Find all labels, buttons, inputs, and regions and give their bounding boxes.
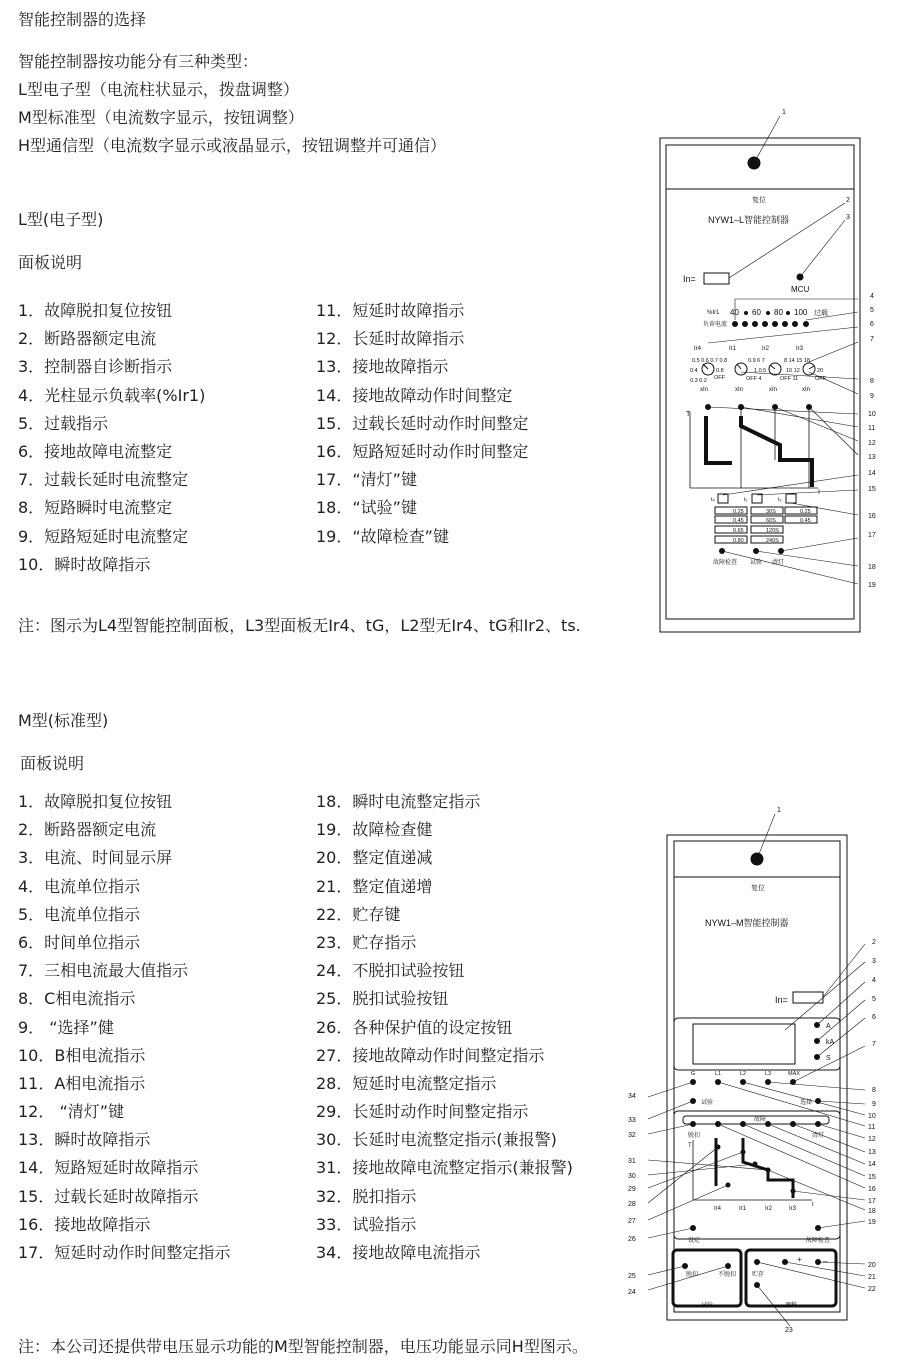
svg-text:10: 10 — [868, 1113, 876, 1120]
svg-text:试验: 试验 — [701, 1303, 714, 1309]
svg-text:30S: 30S — [766, 509, 776, 515]
svg-text:30: 30 — [628, 1173, 636, 1180]
svg-text:20: 20 — [817, 368, 824, 374]
l-dials — [690, 346, 827, 393]
svg-text:8 14 15 18: 8 14 15 18 — [784, 358, 810, 364]
svg-text:0.8: 0.8 — [716, 368, 724, 374]
svg-text:9: 9 — [872, 1101, 876, 1108]
svg-text:S: S — [826, 1055, 831, 1062]
svg-text:22: 22 — [868, 1286, 876, 1293]
legend-item: 8．C相电流指示 — [18, 989, 136, 1009]
svg-text:13: 13 — [868, 454, 876, 461]
svg-text:Ir4: Ir4 — [694, 346, 702, 352]
legend-item: 2．断路器额定电流 — [18, 820, 157, 840]
svg-text:14: 14 — [868, 1161, 876, 1168]
svg-text:6: 6 — [870, 321, 874, 328]
legend-item: 4．电流单位指示 — [18, 876, 141, 896]
intro-line: H型通信型（电流数字显示或液晶显示，按钮调整并可通信） — [18, 136, 447, 155]
legend-item: 26．各种保护值的设定按钮 — [316, 1017, 513, 1037]
svg-text:11: 11 — [868, 425, 876, 432]
legend-item: 11．A相电流指示 — [18, 1073, 146, 1093]
page-title: 智能控制器的选择 — [18, 10, 147, 29]
l-bar-label2: 负荷电流 — [703, 322, 728, 328]
legend-item: 15．过载长延时动作时间整定 — [316, 413, 529, 433]
l-overload-label: 过载 — [814, 310, 828, 317]
svg-text:21: 21 — [868, 1274, 876, 1281]
svg-text:设定: 设定 — [688, 1238, 701, 1244]
svg-text:OFF 4: OFF 4 — [746, 376, 762, 382]
svg-text:1: 1 — [782, 109, 786, 116]
legend-item: 14．短路短延时故障指示 — [18, 1158, 199, 1178]
svg-text:Ir1: Ir1 — [739, 1206, 747, 1212]
svg-text:T: T — [688, 1143, 692, 1149]
legend-item: 14．接地故障动作时间整定 — [316, 385, 513, 405]
l-t-axis-label: T — [686, 411, 691, 418]
svg-text:15: 15 — [868, 1174, 876, 1181]
svg-text:28: 28 — [628, 1201, 636, 1208]
svg-text:3: 3 — [872, 958, 876, 965]
legend-item: 13．瞬时故障指示 — [18, 1130, 151, 1150]
svg-text:t₂: t₂ — [778, 497, 782, 503]
svg-text:0.3 0.2: 0.3 0.2 — [690, 378, 707, 384]
l-section-subheading: 面板说明 — [18, 253, 83, 272]
m-display-screen — [693, 1024, 795, 1064]
l-panel-diagram — [620, 100, 895, 640]
l-btn-label: 清灯 — [772, 560, 785, 566]
legend-item: 19．故障检查健 — [316, 820, 433, 840]
legend-item: 5．过载指示 — [18, 413, 109, 433]
m-section-note: 注：本公司还提供带电压显示功能的M型智能控制器，电压功能显示同H型图示。 — [18, 1337, 588, 1356]
svg-text:0.45: 0.45 — [800, 518, 811, 524]
svg-text:Ir4: Ir4 — [714, 1206, 722, 1212]
svg-text:6: 6 — [872, 1014, 876, 1021]
svg-text:10 12: 10 12 — [786, 368, 800, 374]
l-bar-label: %Ir1 — [707, 310, 720, 316]
legend-item: 6．时间单位指示 — [18, 932, 141, 952]
svg-text:27: 27 — [628, 1218, 636, 1225]
svg-text:Ir3: Ir3 — [789, 1206, 797, 1212]
l-section-heading: L型(电子型) — [18, 210, 104, 229]
svg-text:OFF: OFF — [815, 376, 826, 382]
legend-item: 11．短延时故障指示 — [316, 301, 465, 320]
legend-item: 20．整定值递减 — [316, 848, 433, 868]
svg-text:1: 1 — [777, 807, 781, 814]
legend-item: 30．长延时电流整定指示(兼报警) — [316, 1130, 557, 1150]
svg-text:OFF 11: OFF 11 — [780, 376, 799, 382]
svg-text:Ir3: Ir3 — [796, 346, 804, 352]
svg-text:0.9 6 7: 0.9 6 7 — [748, 358, 765, 364]
svg-text:故障: 故障 — [754, 1117, 767, 1123]
l-in-box — [704, 273, 729, 284]
legend-item: 3．控制器自诊断指示 — [18, 357, 173, 377]
l-panel-body — [666, 189, 854, 619]
legend-item: 6．接地故障电流整定 — [18, 441, 173, 461]
svg-text:8: 8 — [870, 378, 874, 385]
svg-text:20: 20 — [868, 1262, 876, 1269]
legend-item: 12． “清灯”键 — [18, 1102, 125, 1122]
legend-item: 17．“清灯”键 — [316, 470, 417, 490]
svg-text:L2: L2 — [740, 1071, 747, 1077]
m-in-label: In= — [775, 995, 788, 1005]
m-panel-body — [674, 877, 840, 1312]
l-time-table — [715, 507, 817, 544]
legend-item: 10．瞬时故障指示 — [18, 554, 151, 574]
m-section-heading: M型(标准型) — [18, 711, 109, 730]
legend-item: 1．故障脱扣复位按钮 — [18, 301, 173, 320]
svg-text:18: 18 — [868, 564, 876, 571]
svg-text:8: 8 — [872, 1087, 876, 1094]
legend-item: 18．瞬时电流整定指示 — [316, 792, 481, 811]
svg-text:t₄: t₄ — [711, 497, 715, 503]
l-btn-label: 故障检查 — [713, 560, 738, 566]
legend-item: 8．短路瞬时电流整定 — [18, 498, 173, 518]
svg-text:0.80: 0.80 — [733, 538, 744, 544]
svg-text:24: 24 — [628, 1289, 636, 1296]
svg-text:25: 25 — [628, 1273, 636, 1280]
svg-text:Ir1: Ir1 — [729, 346, 737, 352]
svg-text:0.65: 0.65 — [733, 528, 744, 534]
svg-text:1 0.5: 1 0.5 — [754, 368, 767, 374]
svg-text:5: 5 — [872, 996, 876, 1003]
svg-text:xIn: xIn — [769, 387, 778, 393]
svg-text:脱扣: 脱扣 — [686, 1272, 699, 1278]
legend-item: 4．光柱显示负载率(%Ir1) — [18, 385, 206, 405]
legend-item: 5．电流单位指示 — [18, 904, 141, 924]
svg-text:17: 17 — [868, 532, 876, 539]
svg-text:120S: 120S — [766, 528, 779, 534]
svg-text:19: 19 — [868, 1219, 876, 1226]
l-i-axis-label: I — [818, 489, 820, 496]
svg-text:MAX: MAX — [788, 1071, 800, 1077]
svg-text:4: 4 — [872, 977, 876, 984]
legend-item: 1．故障脱扣复位按钮 — [18, 792, 173, 811]
legend-item: 21．整定值递增 — [316, 876, 433, 896]
svg-text:脱扣: 脱扣 — [688, 1133, 701, 1139]
legend-item: 31．接地故障电流整定指示(兼报警) — [316, 1158, 573, 1178]
svg-text:xIn: xIn — [700, 387, 709, 393]
l-legend-col1 — [18, 297, 205, 579]
legend-item: 2．断路器额定电流 — [18, 329, 157, 349]
legend-item: 3．电流、时间显示屏 — [18, 848, 173, 868]
svg-text:试验: 试验 — [701, 1100, 714, 1106]
svg-text:15: 15 — [868, 486, 876, 493]
svg-text:13: 13 — [868, 1149, 876, 1156]
svg-text:xIn: xIn — [802, 387, 811, 393]
svg-text:4: 4 — [870, 293, 874, 300]
svg-text:11: 11 — [868, 1124, 876, 1131]
svg-text:故障检查: 故障检查 — [806, 1238, 831, 1244]
legend-item: 7．过载长延时电流整定 — [18, 470, 189, 490]
svg-text:调整: 调整 — [785, 1303, 798, 1309]
l-bar-scale: 40 — [730, 308, 739, 317]
m-panel-title: NYW1–M智能控制器 — [705, 918, 789, 928]
svg-text:32: 32 — [628, 1132, 636, 1139]
svg-text:23: 23 — [785, 1327, 793, 1334]
legend-item: 16．接地故障指示 — [18, 1214, 151, 1234]
svg-text:OFF: OFF — [714, 375, 725, 381]
l-curve-ir4 — [706, 416, 732, 463]
svg-text:18: 18 — [868, 1208, 876, 1215]
svg-text:–: – — [823, 1257, 828, 1266]
intro-line: L型电子型（电流柱状显示，拨盘调整） — [18, 80, 299, 99]
svg-text:34: 34 — [628, 1093, 636, 1100]
l-bar-scale: 100 — [794, 308, 808, 317]
l-curve-main — [741, 416, 812, 487]
l-mcu-label: MCU — [791, 285, 810, 294]
svg-text:33: 33 — [628, 1117, 636, 1124]
legend-item: 29．长延时动作时间整定指示 — [316, 1102, 529, 1122]
l-panel-frame — [660, 138, 860, 632]
legend-item: 13．接地故障指示 — [316, 357, 449, 377]
svg-text:10: 10 — [868, 411, 876, 418]
svg-text:29: 29 — [628, 1186, 636, 1193]
svg-text:贮存: 贮存 — [752, 1272, 765, 1278]
l-bar-scale: 60 — [752, 308, 761, 317]
legend-item: 28．短延时电流整定指示 — [316, 1073, 497, 1093]
legend-item: 27．接地故障动作时间整定指示 — [316, 1045, 545, 1065]
svg-text:60S: 60S — [766, 518, 776, 524]
svg-text:0.5 0.6 0.7 0.8: 0.5 0.6 0.7 0.8 — [692, 358, 728, 364]
svg-text:240S: 240S — [766, 538, 779, 544]
intro-line: M型标准型（电流数字显示，按钮调整） — [18, 108, 304, 127]
svg-text:Ir2: Ir2 — [765, 1206, 773, 1212]
svg-text:26: 26 — [628, 1236, 636, 1243]
l-bar-scale: 80 — [774, 308, 783, 317]
l-control-buttons — [719, 548, 784, 554]
svg-text:31: 31 — [628, 1158, 636, 1165]
legend-item: 34．接地故障电流指示 — [316, 1243, 481, 1262]
svg-text:7: 7 — [872, 1041, 876, 1048]
m-legend-col1 — [18, 788, 230, 1267]
m-panel-diagram — [615, 800, 895, 1340]
svg-text:t₁: t₁ — [744, 497, 748, 503]
legend-item: 18．“试验”键 — [316, 498, 417, 518]
legend-item: 22．贮存键 — [316, 904, 401, 924]
svg-text:A: A — [826, 1023, 831, 1030]
svg-text:I: I — [812, 1202, 814, 1208]
legend-item: 7．三相电流最大值指示 — [18, 961, 189, 981]
legend-item: 9． “选择”健 — [18, 1017, 114, 1037]
l-legend-col2 — [316, 297, 528, 551]
legend-item: 23．贮存指示 — [316, 932, 417, 952]
legend-item: 12．长延时故障指示 — [316, 329, 465, 349]
m-panel-frame — [667, 835, 847, 1320]
legend-item: 24．不脱扣试验按钮 — [316, 961, 465, 981]
svg-text:2: 2 — [846, 197, 850, 204]
svg-text:9: 9 — [870, 393, 874, 400]
svg-text:选择: 选择 — [800, 1100, 813, 1106]
m-legend-col2 — [316, 788, 573, 1267]
svg-text:L3: L3 — [765, 1071, 772, 1077]
svg-text:12: 12 — [868, 1136, 876, 1143]
svg-text:0.45: 0.45 — [733, 518, 744, 524]
svg-text:3: 3 — [846, 214, 850, 221]
svg-text:7: 7 — [870, 336, 874, 343]
svg-text:2: 2 — [872, 939, 876, 946]
m-section-subheading: 面板说明 — [20, 754, 85, 773]
svg-text:kA: kA — [826, 1039, 835, 1046]
legend-item: 10．B相电流指示 — [18, 1045, 146, 1065]
svg-text:17: 17 — [868, 1198, 876, 1205]
svg-text:14: 14 — [868, 470, 876, 477]
svg-text:G: G — [691, 1071, 696, 1077]
svg-text:19: 19 — [868, 582, 876, 589]
svg-text:0.4: 0.4 — [690, 368, 698, 374]
m-reset-label: 复位 — [751, 885, 765, 892]
l-panel-title: NYW1–L智能控制器 — [708, 215, 790, 225]
svg-text:清灯: 清灯 — [812, 1133, 825, 1139]
svg-text:16: 16 — [868, 513, 876, 520]
legend-item: 17．短延时动作时间整定指示 — [18, 1243, 231, 1262]
legend-item: 15．过载长延时故障指示 — [18, 1186, 199, 1206]
svg-text:0.25: 0.25 — [800, 509, 811, 515]
l-in-label: In= — [683, 274, 696, 284]
svg-text:16: 16 — [868, 1186, 876, 1193]
svg-text:xIn: xIn — [735, 387, 744, 393]
svg-text:Ir2: Ir2 — [762, 346, 770, 352]
legend-item: 32．脱扣指示 — [316, 1186, 417, 1206]
l-reset-label: 复位 — [752, 197, 766, 204]
svg-text:0.25: 0.25 — [733, 509, 744, 515]
legend-item: 19．“故障检查”键 — [316, 526, 449, 546]
l-bar-leds — [732, 321, 809, 327]
svg-text:5: 5 — [870, 307, 874, 314]
legend-item: 25．脱扣试验按钮 — [316, 989, 449, 1009]
svg-text:12: 12 — [868, 440, 876, 447]
l-section-note: 注：图示为L4型智能控制面板，L3型面板无Ir4、tG，L2型无Ir4、tG和Ir2、ts. — [18, 616, 581, 635]
svg-text:L1: L1 — [715, 1071, 722, 1077]
intro-line: 智能控制器按功能分有三种类型： — [18, 52, 259, 71]
svg-text:+: + — [797, 1255, 802, 1264]
legend-item: 16．短路短延时动作时间整定 — [316, 441, 529, 461]
legend-item: 9．短路短延时电流整定 — [18, 526, 189, 546]
l-btn-label: 试验 — [750, 560, 763, 566]
svg-text:不脱扣: 不脱扣 — [718, 1272, 737, 1278]
legend-item: 33．试验指示 — [316, 1214, 417, 1234]
